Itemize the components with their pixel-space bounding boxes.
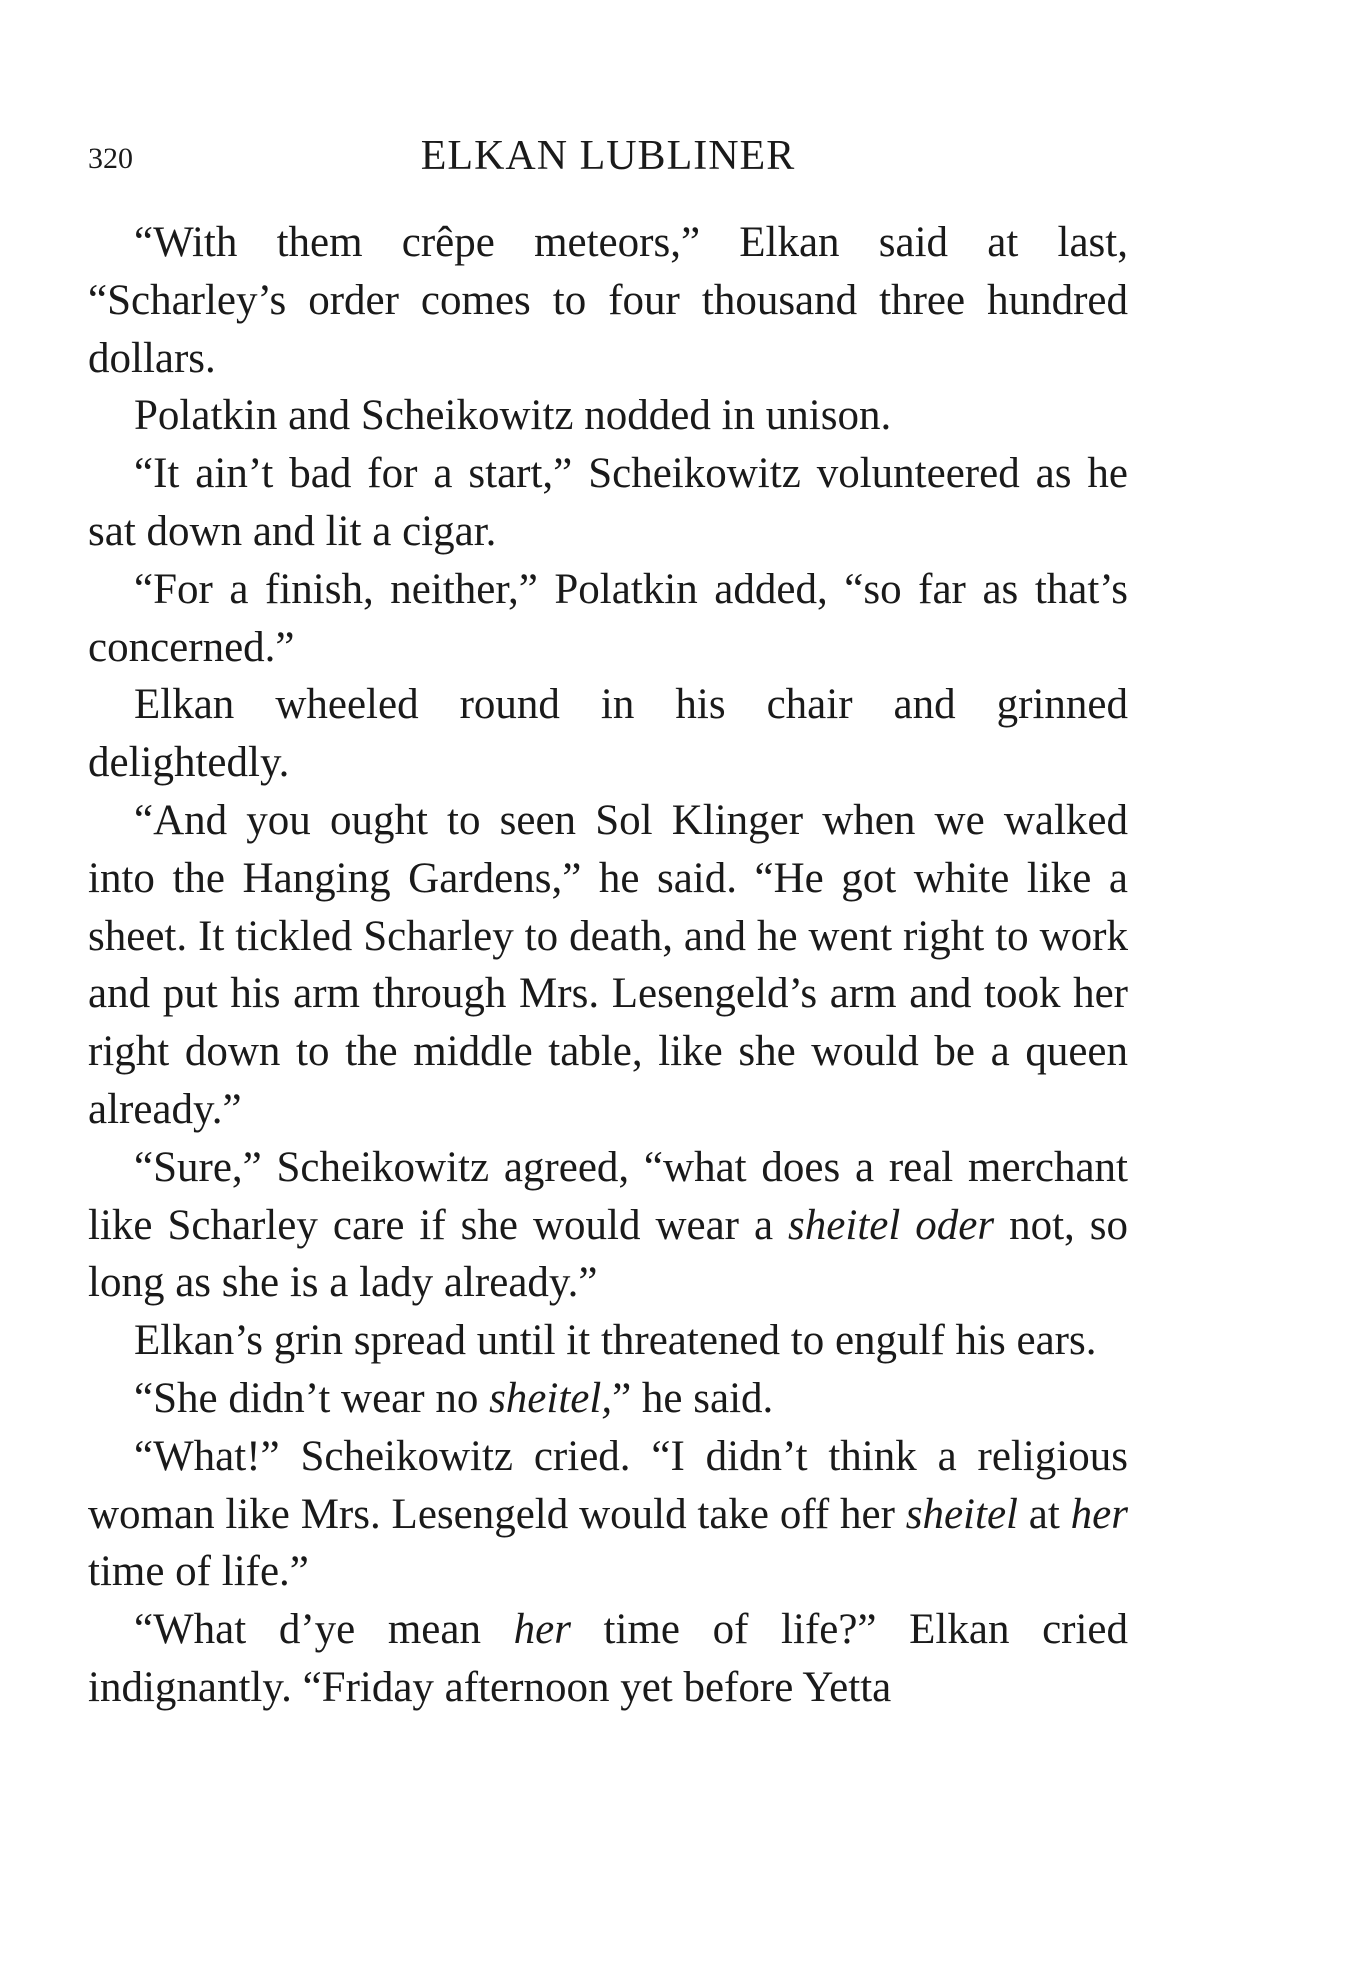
- paragraph: [88, 1370, 1128, 1428]
- running-title: ELKAN LUBLINER: [420, 133, 796, 179]
- text-run: “With them crêpe meteors,” Elkan said at last, “Scharley’s order comes to four thousand three hundred dollars.: [88, 219, 1128, 382]
- italic-text: sheitel: [905, 1490, 1018, 1538]
- text-run: “She didn’t wear no: [134, 1374, 490, 1422]
- text-run: “Sure,” Scheikowitz agreed, “what does a real merchant like Scharley care if she would wear a: [88, 1143, 1128, 1249]
- paragraph: [88, 445, 1128, 561]
- paragraph: [88, 561, 1128, 677]
- paragraph: [88, 1428, 1128, 1601]
- italic-text: her: [1070, 1490, 1128, 1538]
- text-run: time of life.”: [88, 1548, 309, 1596]
- paragraph: [88, 792, 1128, 1139]
- paragraph: [88, 1139, 1128, 1312]
- italic-text: sheitel,: [489, 1374, 613, 1422]
- text-run: Elkan wheeled round in his chair and grinned delightedly.: [88, 681, 1128, 787]
- text-run: “It ain’t bad for a start,” Scheikowitz volunteered as he sat down and lit a cigar.: [88, 450, 1128, 555]
- text-run: “What d’ye mean: [134, 1606, 514, 1654]
- text-run: ” he said.: [612, 1374, 774, 1422]
- paragraph: [88, 387, 1128, 445]
- paragraph: [88, 676, 1128, 792]
- italic-text: sheitel oder: [788, 1201, 995, 1249]
- italic-text: her: [513, 1606, 571, 1654]
- page-number: 320: [88, 142, 133, 175]
- text-run: not, so long as she is a lady already.”: [88, 1201, 1128, 1307]
- text-run: “For a finish, neither,” Polatkin added, “so far as that’s concerned.”: [88, 565, 1128, 671]
- text-run: “And you ought to seen Sol Klinger when we walked into the Hanging Gardens,” he said. “He got white like a sheet. It tickled Scharley to death, and he went right to work and put his arm through Mrs. Lesengeld’s arm and took her right down to the middle table, like she would be a queen already.”: [88, 796, 1128, 1133]
- text-run: Polatkin and Scheikowitz nodded in unison.: [134, 392, 892, 440]
- text-run: time of life?” Elkan cried indignantly. “Friday afternoon yet before Yetta: [88, 1606, 1129, 1711]
- paragraph: [88, 1601, 1128, 1717]
- body-text: [88, 214, 1128, 1717]
- text-run: at: [1017, 1490, 1071, 1538]
- paragraph: [88, 1312, 1128, 1370]
- running-head: [88, 132, 1128, 192]
- text-run: “What!” Scheikowitz cried. “I didn’t think a religious woman like Mrs. Lesengeld would take off her: [88, 1432, 1128, 1538]
- paragraph: [88, 214, 1128, 387]
- text-run: Elkan’s grin spread until it threatened to engulf his ears.: [134, 1317, 1097, 1365]
